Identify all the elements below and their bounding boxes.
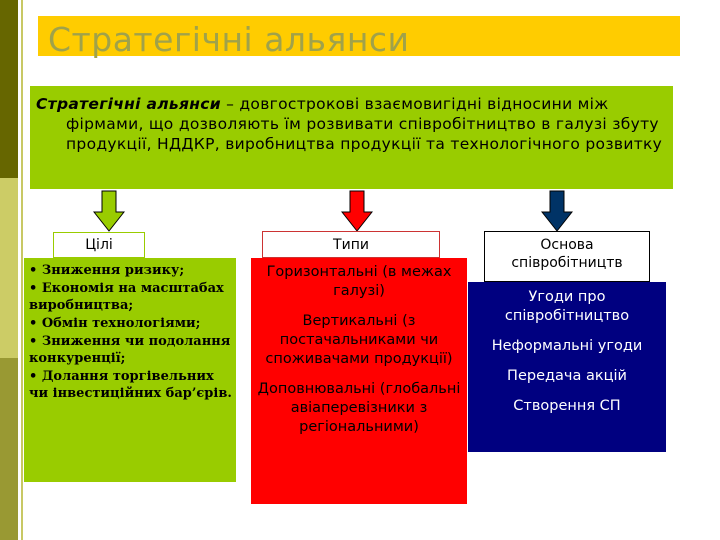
goal-item: • Долання торгівельних чи інвестиційних бар’єрів. xyxy=(29,369,232,401)
arrow-down-basis xyxy=(541,190,573,232)
definition-term: Стратегічні альянси xyxy=(36,95,221,113)
side-decor-line xyxy=(21,0,23,540)
basis-item: Створення СП xyxy=(513,398,621,414)
goal-item: • Зниження ризику; xyxy=(29,263,185,278)
page-title: Стратегічні альянси xyxy=(48,20,410,59)
title-bar xyxy=(38,16,680,59)
header-goals xyxy=(53,232,145,258)
header-basis xyxy=(484,231,650,282)
header-goals-label: Цілі xyxy=(85,237,113,253)
type-item: Вертикальні (з постачальниками чи споживачами продукції) xyxy=(265,313,453,367)
basis-item: Передача акцій xyxy=(507,368,627,384)
definition-text: – довгострокові взаємовигідні відносини між фірмами, що дозволяють їм розвивати співробітництво в галузі збуту продукції, НДДКР, виробництва продукції та технологічного розвитку xyxy=(66,95,663,153)
definition-box xyxy=(30,86,673,189)
side-decor-strip xyxy=(0,0,18,540)
basis-box xyxy=(468,282,666,452)
type-item: Горизонтальні (в межах галузі) xyxy=(266,264,452,299)
arrow-down-goals xyxy=(93,190,125,232)
definition-paragraph xyxy=(36,94,663,154)
basis-item: Неформальні угоди xyxy=(491,338,643,354)
goal-item: • Економія на масштабах виробництва; xyxy=(29,281,224,313)
basis-item: Угоди про співробітництво xyxy=(504,289,630,324)
header-types-label: Типи xyxy=(333,237,369,253)
goal-item: • Зниження чи подолання конкуренції; xyxy=(29,334,231,366)
types-box xyxy=(251,258,467,504)
header-types xyxy=(262,231,440,258)
header-basis-label: Основа співробітництв xyxy=(511,237,623,271)
goals-box xyxy=(24,258,236,482)
arrow-down-types xyxy=(341,190,373,232)
goal-item: • Обмін технологіями; xyxy=(29,316,201,331)
type-item: Доповнювальні (глобальні авіаперевізники з регіональними) xyxy=(257,381,461,435)
